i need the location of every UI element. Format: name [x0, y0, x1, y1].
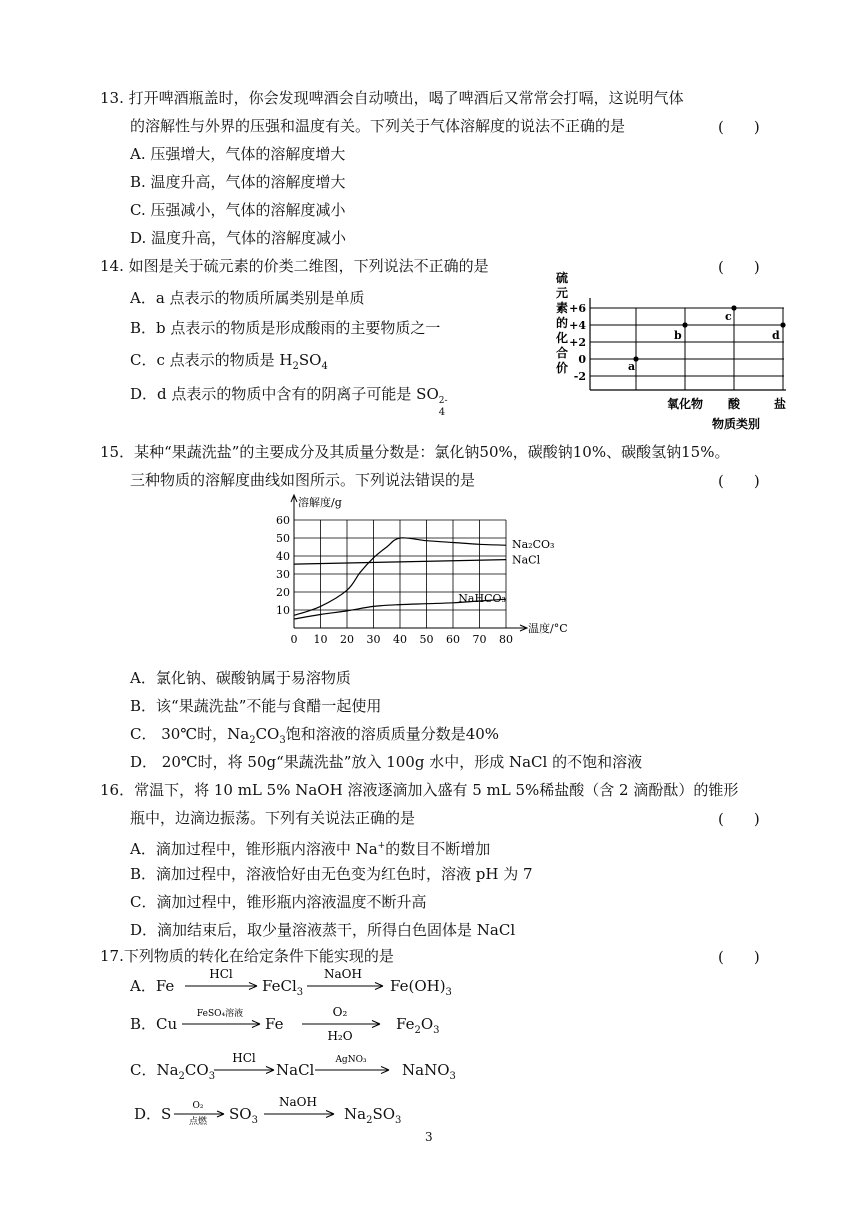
- point-b-label: b: [674, 329, 682, 342]
- q13-option-d: D. 温度升高，气体的溶解度减小: [130, 229, 347, 247]
- q13-stem-line1: 13. 打开啤酒瓶盖时，你会发现啤酒会自动喷出，喝了啤酒后又常常会打嗝，这说明气体: [100, 89, 684, 107]
- q16-option-c: C．滴加过程中，锥形瓶内溶液温度不断升高: [130, 893, 427, 911]
- svg-text:NaOH: NaOH: [279, 1095, 317, 1109]
- y-tick-label: +6: [569, 302, 586, 315]
- point-c-label: c: [725, 310, 732, 323]
- nacl-label: NaCl: [512, 553, 541, 567]
- q17-a-arrow-2: [305, 964, 387, 998]
- svg-text:HCl: HCl: [209, 967, 233, 981]
- x-axis-label: 温度/°C: [528, 622, 568, 635]
- q15-stem-line2: 三种物质的溶解度曲线如图所示。下列说法错误的是: [130, 471, 476, 489]
- q17-b-mid: Fe: [265, 1015, 284, 1033]
- q17-d-end: $Na_2SO_3$: [344, 1105, 402, 1126]
- svg-text:AgNO₃: AgNO₃: [335, 1055, 367, 1065]
- y-tick-label: 40: [276, 550, 290, 563]
- q16-stem-line2: 瓶中，边滴边振荡。下列有关说法正确的是: [130, 809, 416, 827]
- q17-d-arrow-1: [172, 1096, 228, 1130]
- q13-answer-paren: ( ): [718, 118, 760, 136]
- q15-stem-line1: 15．某种“果蔬洗盐”的主要成分及其质量分数是：氯化钠50%，碳酸钠10%、碳酸氢钠15%。: [100, 443, 730, 461]
- q17-a-mid: FeCl$_3$: [262, 977, 304, 998]
- q14-answer-paren: ( ): [718, 258, 760, 276]
- q15-option-d: D． 20℃时，将 50g“果蔬洗盐”放入 100g 水中，形成 NaCl 的不饱和溶液: [130, 753, 643, 771]
- y-tick-label: +4: [569, 319, 586, 332]
- q17-d-arrow-2: [262, 1092, 338, 1126]
- q17-option-a-start: A．Fe: [130, 977, 175, 995]
- y-tick-label: 10: [276, 604, 290, 617]
- q14-option-d: D．d 点表示的物质中含有的阴离子可能是 SO 2- 4: [130, 385, 448, 418]
- point-a-label: a: [628, 360, 636, 373]
- q15-option-c: C． 30℃时，$Na_2CO_3$饱和溶液的溶质质量分数是40%: [130, 725, 500, 746]
- valence-class-graph: [548, 270, 788, 440]
- x-tick-label: 40: [393, 633, 407, 646]
- y-axis-label: 溶解度/g: [298, 496, 342, 509]
- y-tick-label: 20: [276, 586, 290, 599]
- x-tick-label: 20: [340, 633, 354, 646]
- q17-option-d-start: D．S: [134, 1105, 172, 1123]
- q13-option-b: B. 温度升高，气体的溶解度增大: [130, 173, 346, 191]
- svg-text:NaOH: NaOH: [324, 967, 362, 981]
- x-tick-label: 60: [446, 633, 460, 646]
- y-title-char: 素: [556, 301, 569, 315]
- q17-option-c-start: C．$Na_2CO_3$: [130, 1061, 216, 1082]
- q17-b-end: $Fe_2O_3$: [396, 1015, 440, 1036]
- q16-answer-paren: ( ): [718, 810, 760, 828]
- x-tick-label: 30: [366, 633, 381, 646]
- y-tick-label: +2: [569, 336, 586, 349]
- nahco3-label: NaHCO₃: [458, 592, 506, 605]
- q17-c-mid: NaCl: [276, 1061, 315, 1079]
- q15-option-a: A．氯化钠、碳酸钠属于易溶物质: [130, 669, 351, 687]
- q16-stem-line1: 16．常温下，将 10 mL 5% NaOH 溶液逐滴加入盛有 5 mL 5%稀盐酸（含 2 滴酚酞）的锥形: [100, 781, 739, 799]
- q15-option-b: B．该“果蔬洗盐”不能与食醋一起使用: [130, 697, 382, 715]
- svg-text:H₂O: H₂O: [327, 1029, 353, 1043]
- y-title-char: 的: [556, 316, 569, 330]
- svg-text:O₂: O₂: [332, 1005, 348, 1019]
- x-label-acid: 酸: [727, 397, 741, 411]
- q16-option-d: D．滴加结束后，取少量溶液蒸干，所得白色固体是 NaCl: [130, 921, 516, 939]
- q17-stem: 17.下列物质的转化在给定条件下能实现的是: [100, 947, 394, 965]
- q17-a-end: $Fe(OH)_3$: [390, 977, 452, 998]
- point-d-label: d: [772, 329, 780, 342]
- q13-stem-line2: 的溶解性与外界的压强和温度有关。下列关于气体溶解度的说法不正确的是: [130, 117, 626, 135]
- x-label-salt: 盐: [773, 397, 787, 411]
- na2co3-label: Na₂CO₃: [512, 538, 555, 552]
- q15-answer-paren: ( ): [718, 472, 760, 490]
- y-tick-label: 60: [276, 514, 290, 527]
- q16-option-b: B．滴加过程中，溶液恰好由无色变为红色时，溶液 pH 为 7: [130, 865, 533, 883]
- point-c: [731, 305, 736, 310]
- q17-c-end: NaNO$_3$: [402, 1061, 456, 1082]
- svg-text:HCl: HCl: [232, 1051, 256, 1065]
- q17-a-arrow-1: [183, 964, 263, 998]
- y-title-char: 合: [556, 346, 569, 360]
- x-tick-label: 50: [419, 633, 434, 646]
- y-tick-label: 0: [578, 353, 586, 366]
- y-title-char: 元: [556, 286, 569, 300]
- x-label-oxide: 氧化物: [666, 397, 704, 411]
- svg-text:点燃: 点燃: [188, 1117, 208, 1127]
- point-d: [780, 322, 785, 327]
- x-tick-label: 10: [313, 633, 328, 646]
- y-title-char: 价: [556, 361, 569, 375]
- q14-option-b: B．b 点表示的物质是形成酸雨的主要物质之一: [130, 319, 441, 337]
- q17-c-arrow-2: [313, 1048, 393, 1082]
- q17-c-arrow-1: [212, 1048, 278, 1082]
- x-tick-label: 80: [499, 633, 513, 646]
- y-title-char: 硫: [556, 271, 569, 285]
- q13-option-c: C. 压强减小，气体的溶解度减小: [130, 201, 346, 219]
- svg-text:FeSO₄溶液: FeSO₄溶液: [196, 1009, 244, 1019]
- x-tick-label: 70: [472, 633, 487, 646]
- solubility-chart: [262, 490, 592, 652]
- q17-b-arrow-2: [300, 1000, 385, 1046]
- q17-d-mid: $SO_3$: [229, 1105, 258, 1126]
- svg-text:O₂: O₂: [192, 1101, 204, 1111]
- q14-option-c: C．c 点表示的物质是 $H_2SO_4$: [130, 351, 328, 372]
- q16-option-a: A．滴加过程中，锥形瓶内溶液中 Na+的数目不断增加: [130, 840, 491, 858]
- y-tick-label: 50: [276, 532, 290, 545]
- q13-option-a: A. 压强增大，气体的溶解度增大: [130, 145, 346, 163]
- q17-option-b-start: B．Cu: [130, 1015, 178, 1033]
- q14-option-a: A．a 点表示的物质所属类别是单质: [130, 289, 365, 307]
- y-tick-label: 30: [276, 568, 290, 581]
- y-tick-label: -2: [573, 370, 586, 383]
- x-tick-label: 0: [290, 633, 298, 646]
- y-title-char: 化: [556, 331, 569, 345]
- page-number: 3: [425, 1130, 433, 1144]
- q14-stem: 14. 如图是关于硫元素的价类二维图，下列说法不正确的是: [100, 257, 489, 275]
- q17-b-arrow-1: [180, 1002, 265, 1036]
- point-b: [682, 322, 687, 327]
- x-axis-title: 物质类别: [711, 417, 761, 431]
- q17-answer-paren: ( ): [718, 948, 760, 966]
